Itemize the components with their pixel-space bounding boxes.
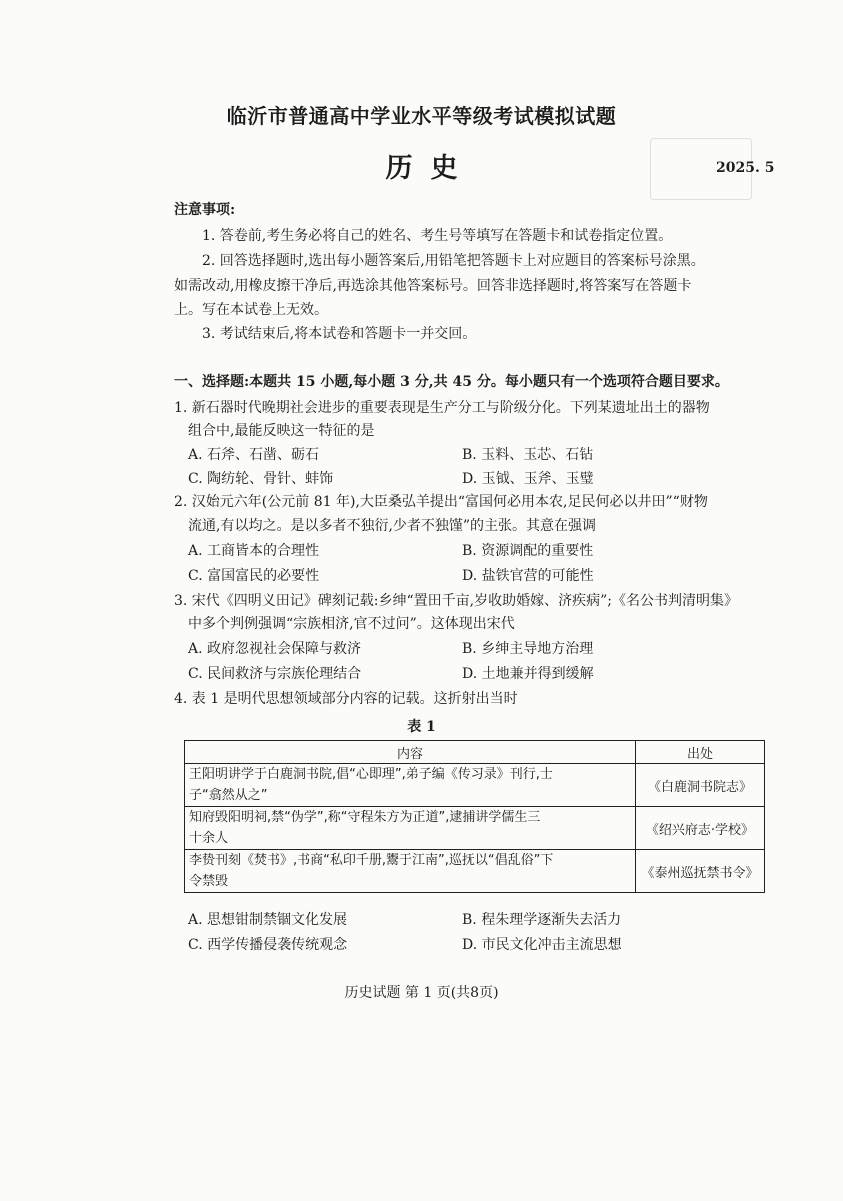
q3-option-d: D. 土地兼并得到缓解 (462, 666, 594, 682)
q3-option-b: B. 乡绅主导地方治理 (462, 641, 594, 657)
q1-option-a: A. 石斧、石凿、砺石 (188, 447, 320, 463)
table-row (185, 807, 765, 850)
table-cell-content (185, 850, 636, 893)
notes-line: 1. 答卷前,考生务必将自己的姓名、考生号等填写在答题卡和试卷指定位置。 (202, 228, 673, 244)
exam-title: 临沂市普通高中学业水平等级考试模拟试题 (226, 104, 617, 128)
notes-heading: 注意事项: (174, 202, 236, 218)
table-cell-line: 令禁毁 (189, 874, 229, 889)
q3-option-a: A. 政府忽视社会保障与救济 (188, 641, 362, 657)
table-caption: 表 1 (407, 719, 436, 735)
page-footer: 历史试题 第 1 页(共8页) (344, 985, 499, 1001)
q2-option-a: A. 工商皆本的合理性 (188, 543, 320, 559)
table-cell-line: 十余人 (189, 831, 229, 846)
q2-option-c: C. 富国富民的必要性 (188, 568, 320, 584)
q2-option-d: D. 盐铁官营的可能性 (462, 568, 594, 584)
q4-option-a: A. 思想钳制禁锢文化发展 (188, 912, 348, 928)
exam-subject: 历史 (385, 153, 476, 184)
table-cell-source: 《绍兴府志·学校》 (636, 807, 765, 850)
q1-option-b: B. 玉料、玉芯、石钻 (462, 447, 594, 463)
q1-option-c: C. 陶纺轮、骨针、蚌饰 (188, 471, 334, 487)
table-cell-line: 知府毁阳明祠,禁“伪学”,称“守程朱方为正道”,逮捕讲学儒生三 (189, 810, 541, 825)
q1-stem: 1. 新石器时代晚期社会进步的重要表现是生产分工与阶级分化。下列某遗址出土的器物 (174, 400, 710, 416)
exam-date: 2025. 5 (716, 160, 775, 176)
table-header-source: 出处 (636, 741, 765, 764)
table-cell-line: 李贽刊刻《焚书》,书商“私印千册,鬻于江南”,巡抚以“倡乱俗”下 (189, 853, 554, 868)
q2-option-b: B. 资源调配的重要性 (462, 543, 594, 559)
notes-line: 2. 回答选择题时,选出每小题答案后,用铅笔把答题卡上对应题目的答案标号涂黑。 (202, 253, 705, 269)
table-cell-line: 王阳明讲学于白鹿洞书院,倡“心即理”,弟子编《传习录》刊行,士 (189, 767, 553, 782)
q4-option-d: D. 市民文化冲击主流思想 (462, 937, 622, 953)
table-1 (184, 740, 765, 893)
table-cell-source: 《白鹿洞书院志》 (636, 764, 765, 807)
table-row (185, 850, 765, 893)
table-row (185, 764, 765, 807)
q3-stem: 中多个判例强调“宗族相济,官不过问”。这体现出宋代 (188, 616, 515, 632)
q1-stem: 组合中,最能反映这一特征的是 (188, 423, 375, 439)
notes-line: 上。写在本试卷上无效。 (174, 302, 328, 318)
q3-option-c: C. 民间救济与宗族伦理结合 (188, 666, 362, 682)
table-header-row (185, 741, 765, 764)
q2-stem: 流通,有以均之。是以多者不独衍,少者不独馑”的主张。其意在强调 (188, 518, 597, 534)
table-cell-source: 《泰州巡抚禁书令》 (636, 850, 765, 893)
q1-option-d: D. 玉钺、玉斧、玉璧 (462, 471, 594, 487)
notes-line: 如需改动,用橡皮擦干净后,再选涂其他答案标号。回答非选择题时,将答案写在答题卡 (174, 278, 692, 294)
q3-stem: 3. 宋代《四明义田记》碑刻记载:乡绅“置田千亩,岁收助婚嫁、济疾病”;《名公书判清明集》 (174, 593, 739, 609)
table-header-content: 内容 (185, 741, 636, 764)
table-cell-content (185, 807, 636, 850)
q4-option-c: C. 西学传播侵袭传统观念 (188, 937, 348, 953)
table-cell-line: 子“翕然从之” (189, 788, 268, 803)
notes-line: 3. 考试结束后,将本试卷和答题卡一并交回。 (202, 326, 477, 342)
section-heading: 一、选择题:本题共 15 小题,每小题 3 分,共 45 分。每小题只有一个选项符合题目要求。 (174, 374, 729, 390)
q2-stem: 2. 汉始元六年(公元前 81 年),大臣桑弘羊提出“富国何必用本农,足民何必以井田”“财物 (174, 494, 708, 510)
table-cell-content (185, 764, 636, 807)
q4-stem: 4. 表 1 是明代思想领域部分内容的记载。这折射出当时 (174, 691, 518, 707)
q4-option-b: B. 程朱理学逐渐失去活力 (462, 912, 622, 928)
